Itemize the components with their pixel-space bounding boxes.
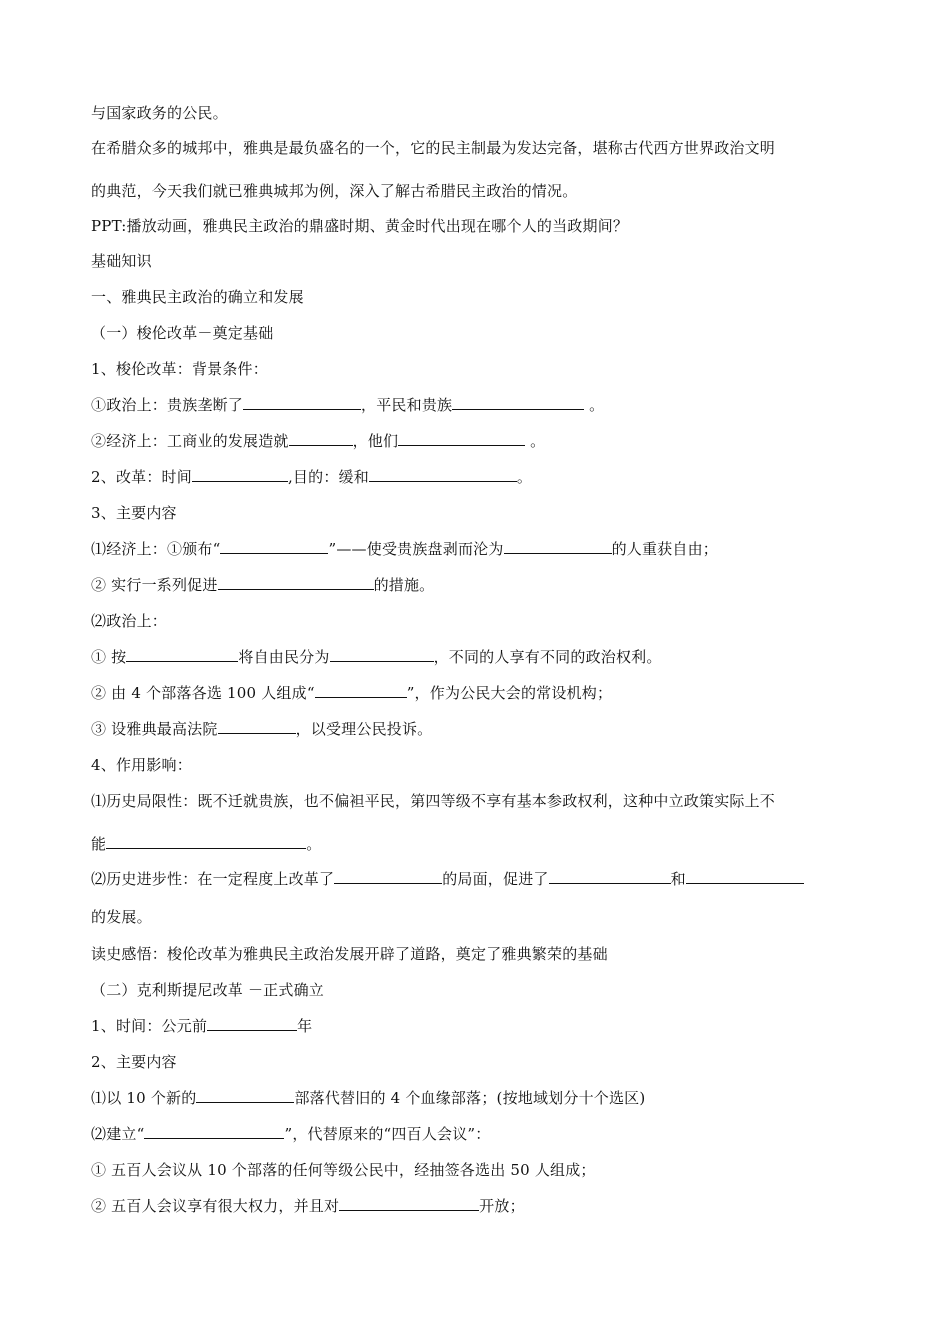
answer-blank[interactable]: [339, 1196, 479, 1211]
text-segment: ,目的：缓和: [287, 468, 369, 486]
text-line: 1、梭伦改革：背景条件：: [91, 360, 268, 378]
subsection-heading: （一）梭伦改革－奠定基础: [91, 324, 274, 342]
text-segment: ②经济上：工商业的发展造就: [91, 432, 289, 450]
answer-blank[interactable]: [218, 719, 296, 734]
subsection-heading: （二）克利斯提尼改革 －正式确立: [91, 981, 324, 999]
text-segment: 能: [91, 835, 107, 853]
fill-in-line: [91, 869, 804, 889]
fill-in-line: [91, 539, 718, 559]
answer-blank[interactable]: [207, 1016, 297, 1031]
text-segment: 开放；: [479, 1197, 525, 1215]
fill-in-line: [91, 647, 662, 667]
answer-blank[interactable]: [315, 683, 407, 698]
answer-blank[interactable]: [243, 395, 361, 410]
text-segment: ③ 设雅典最高法院: [91, 720, 218, 738]
text-segment: ② 五百人会议享有很大权力，并且对: [91, 1197, 340, 1215]
text-segment: ② 实行一系列促进: [91, 576, 218, 594]
fill-in-line: [91, 1088, 645, 1108]
text-line: 3、主要内容: [91, 504, 177, 522]
answer-blank[interactable]: [330, 647, 434, 662]
text-line: 的发展。: [91, 908, 152, 926]
fill-in-line: [91, 467, 532, 487]
fill-in-line: [91, 431, 545, 451]
answer-blank[interactable]: [218, 575, 374, 590]
ppt-line: PPT:播放动画，雅典民主政治的鼎盛时期、黄金时代出现在哪个人的当政期间？: [91, 217, 629, 235]
answer-blank[interactable]: [549, 869, 671, 884]
text-segment: ，他们: [352, 432, 399, 450]
text-segment: ①政治上：贵族垄断了: [91, 396, 244, 414]
text-segment: ”，代替原来的“四百人会议”：: [284, 1125, 491, 1143]
answer-blank[interactable]: [398, 431, 525, 446]
text-segment: 1、时间：公元前: [91, 1017, 208, 1035]
answer-blank[interactable]: [192, 467, 288, 482]
fill-in-line: [91, 719, 432, 739]
fill-in-line: [91, 1196, 525, 1216]
text-segment: 和: [670, 870, 686, 888]
text-segment: 。: [584, 396, 605, 414]
text-line: 4、作用影响：: [91, 756, 192, 774]
answer-blank[interactable]: [686, 869, 804, 884]
text-segment: 。: [525, 432, 546, 450]
text-segment: ”，作为公民大会的常设机构；: [406, 684, 613, 702]
text-line: 在希腊众多的城邦中，雅典是最负盛名的一个，它的民主制最为发达完备，堪称古代西方世界政治文明: [91, 139, 776, 157]
fill-in-line: [91, 834, 321, 854]
answer-blank[interactable]: [452, 395, 584, 410]
text-segment: ⑴经济上：①颁布“: [91, 540, 221, 558]
text-segment: ② 由 4 个部落各选 100 人组成“: [91, 684, 315, 702]
text-line: 2、主要内容: [91, 1053, 177, 1071]
answer-blank[interactable]: [196, 1088, 294, 1103]
fill-in-line: [91, 1016, 312, 1036]
text-segment: 将自由民分为: [238, 648, 330, 666]
text-segment: 2、改革：时间: [91, 468, 192, 486]
text-line: 的典范，今天我们就已雅典城邦为例，深入了解古希腊民主政治的情况。: [91, 182, 578, 200]
answer-blank[interactable]: [220, 539, 328, 554]
answer-blank[interactable]: [289, 431, 353, 446]
text-line: 与国家政务的公民。: [91, 104, 228, 122]
text-segment: 年: [297, 1017, 313, 1035]
answer-blank[interactable]: [334, 869, 442, 884]
text-segment: ⑵建立“: [91, 1125, 145, 1143]
answer-blank[interactable]: [504, 539, 612, 554]
fill-in-line: [91, 1124, 491, 1144]
text-segment: 的人重获自由；: [611, 540, 718, 558]
text-line: ① 五百人会议从 10 个部落的任何等级公民中，经抽签各选出 50 人组成；: [91, 1161, 596, 1179]
text-segment: 部落代替旧的 4 个血缘部落；(按地域划分十个选区): [294, 1089, 646, 1107]
answer-blank[interactable]: [126, 647, 238, 662]
text-segment: ⑴以 10 个新的: [91, 1089, 197, 1107]
text-segment: ① 按: [91, 648, 127, 666]
reflection-line: 读史感悟：梭伦改革为雅典民主政治发展开辟了道路，奠定了雅典繁荣的基础: [91, 945, 608, 963]
fill-in-line: [91, 395, 604, 415]
text-segment: 的措施。: [373, 576, 435, 594]
text-line: ⑵政治上：: [91, 612, 168, 630]
answer-blank[interactable]: [106, 834, 306, 849]
text-segment: ⑵历史进步性：在一定程度上改革了: [91, 870, 335, 888]
text-segment: 。: [516, 468, 533, 486]
text-segment: 的局面，促进了: [442, 870, 549, 888]
answer-blank[interactable]: [144, 1124, 284, 1139]
text-segment: ，不同的人享有不同的政治权利。: [433, 648, 662, 666]
text-segment: ，以受理公民投诉。: [295, 720, 433, 738]
fill-in-line: [91, 575, 434, 595]
text-segment: ”——使受贵族盘剥而沦为: [328, 540, 504, 558]
text-segment: ，平民和贵族: [361, 396, 453, 414]
section-heading: 一、雅典民主政治的确立和发展: [91, 288, 304, 306]
answer-blank[interactable]: [369, 467, 517, 482]
text-segment: 。: [306, 835, 322, 853]
section-heading: 基础知识: [91, 252, 152, 270]
fill-in-line: [91, 683, 612, 703]
text-line: ⑴历史局限性：既不迁就贵族，也不偏袒平民，第四等级不享有基本参政权利，这种中立政策实际上不: [91, 792, 776, 810]
